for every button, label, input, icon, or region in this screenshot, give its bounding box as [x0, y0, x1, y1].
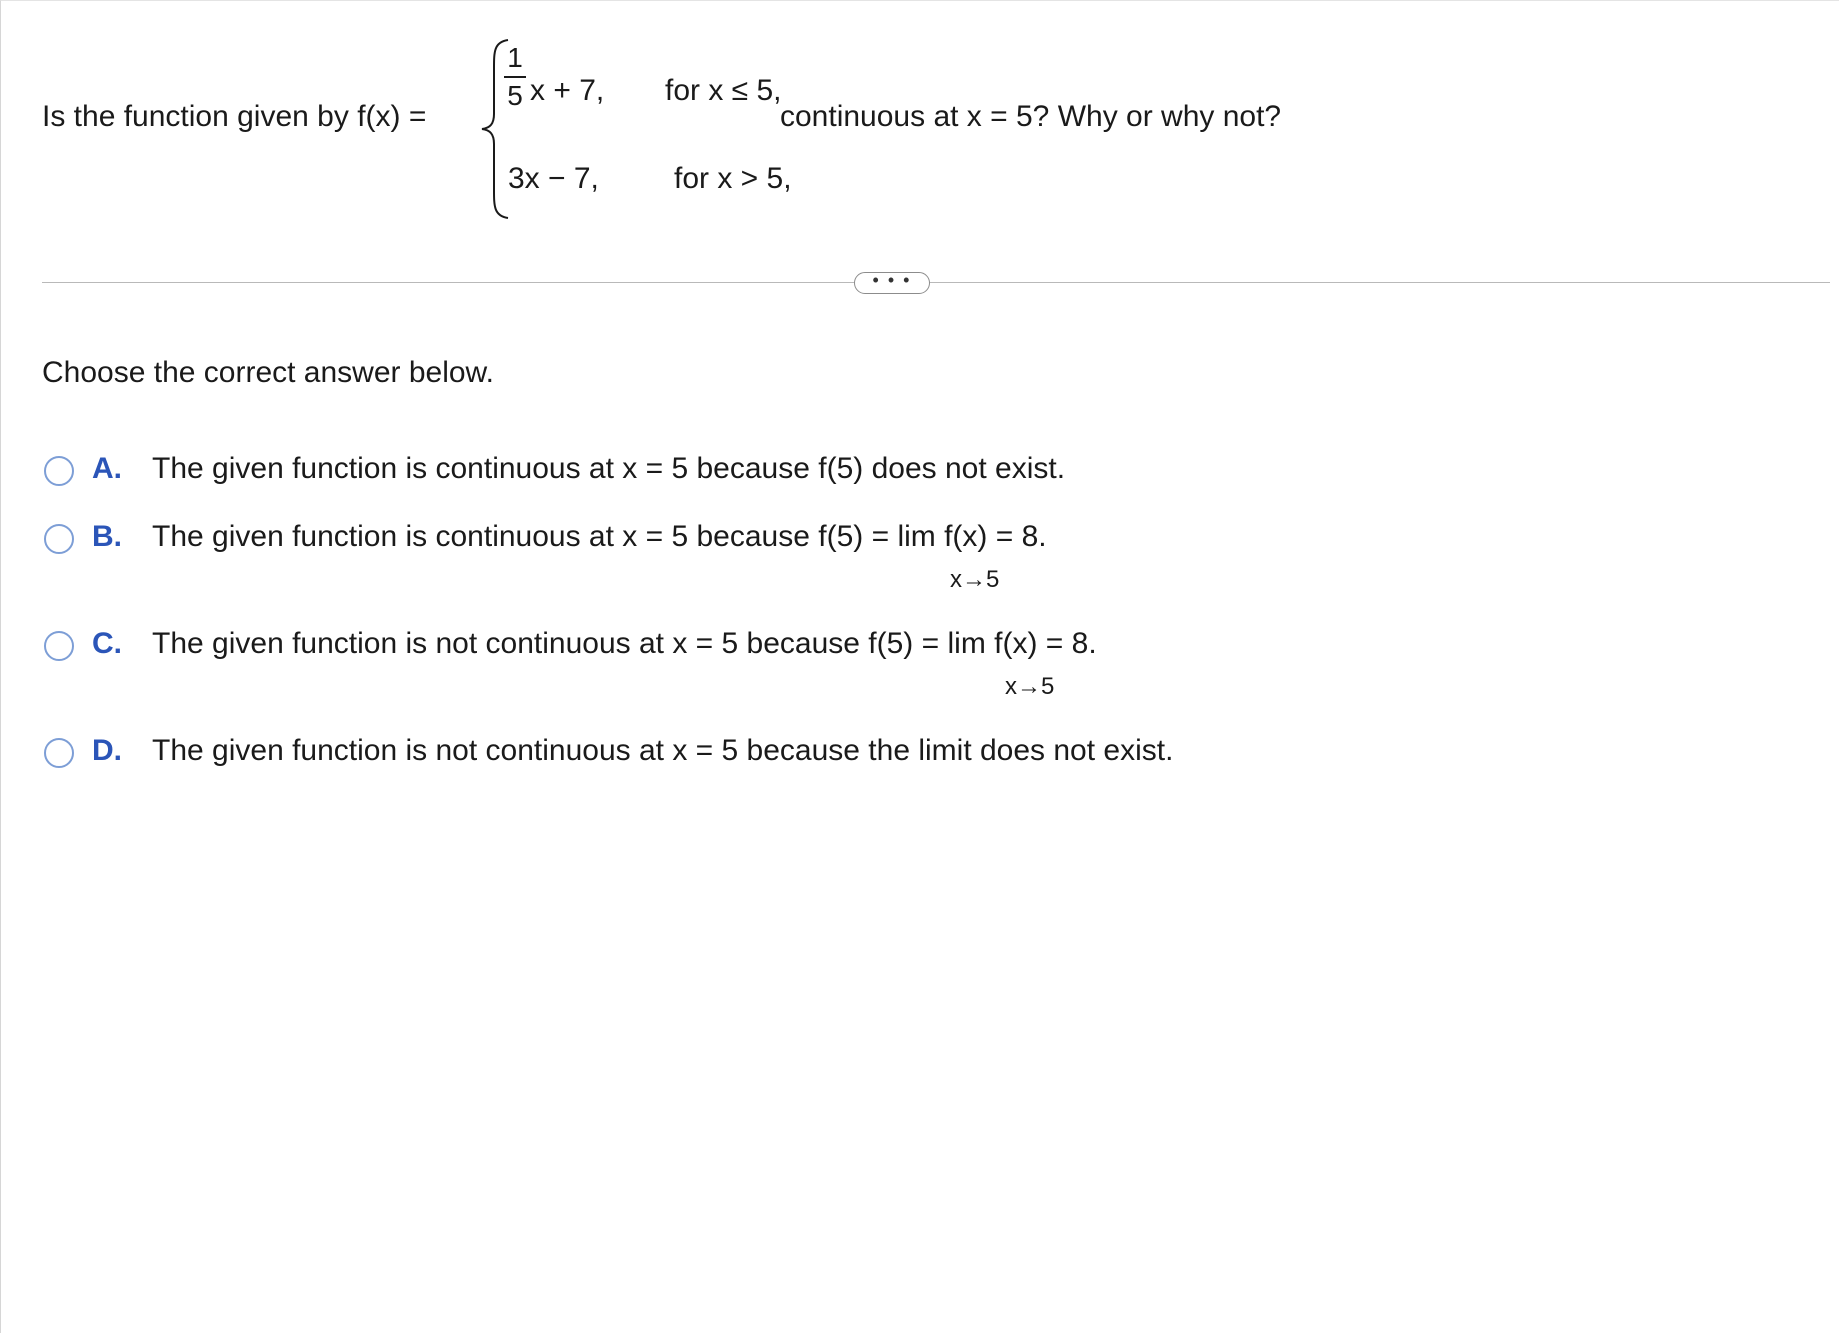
- fraction-numerator: 1: [507, 42, 523, 73]
- option-text: The given function is not continuous at x = 5 because f(5) = lim f(x) = 8.: [152, 627, 1097, 660]
- limit-subscript: x→5: [950, 566, 1000, 593]
- option-letter: D.: [92, 734, 122, 767]
- option-text: The given function is continuous at x = 5 because f(5) does not exist.: [152, 452, 1066, 485]
- question-prefix: Is the function given by f(x) =: [42, 100, 427, 133]
- fraction-denominator: 5: [507, 80, 523, 111]
- fraction-one-fifth: [504, 44, 526, 110]
- more-options-button[interactable]: • • •: [854, 272, 930, 294]
- radio-button-b[interactable]: [44, 524, 74, 554]
- radio-button-a[interactable]: [44, 456, 74, 486]
- radio-button-d[interactable]: [44, 738, 74, 768]
- fraction-bar: [504, 76, 526, 78]
- option-letter: B.: [92, 520, 122, 553]
- option-text: The given function is continuous at x = 5 because f(5) = lim f(x) = 8.: [152, 520, 1047, 553]
- piece1-condition: for x ≤ 5,: [665, 74, 782, 107]
- answer-prompt: Choose the correct answer below.: [42, 356, 494, 389]
- piece1-expression: x + 7,: [530, 74, 605, 107]
- limit-subscript: x→5: [1005, 673, 1055, 700]
- option-text: The given function is not continuous at x = 5 because the limit does not exist.: [152, 734, 1174, 767]
- radio-button-c[interactable]: [44, 631, 74, 661]
- question-suffix: continuous at x = 5? Why or why not?: [780, 100, 1282, 133]
- piece2-expression: 3x − 7,: [508, 162, 599, 195]
- option-letter: A.: [92, 452, 122, 485]
- option-letter: C.: [92, 627, 122, 660]
- section-divider: [42, 282, 1830, 283]
- piece2-condition: for x > 5,: [674, 162, 792, 195]
